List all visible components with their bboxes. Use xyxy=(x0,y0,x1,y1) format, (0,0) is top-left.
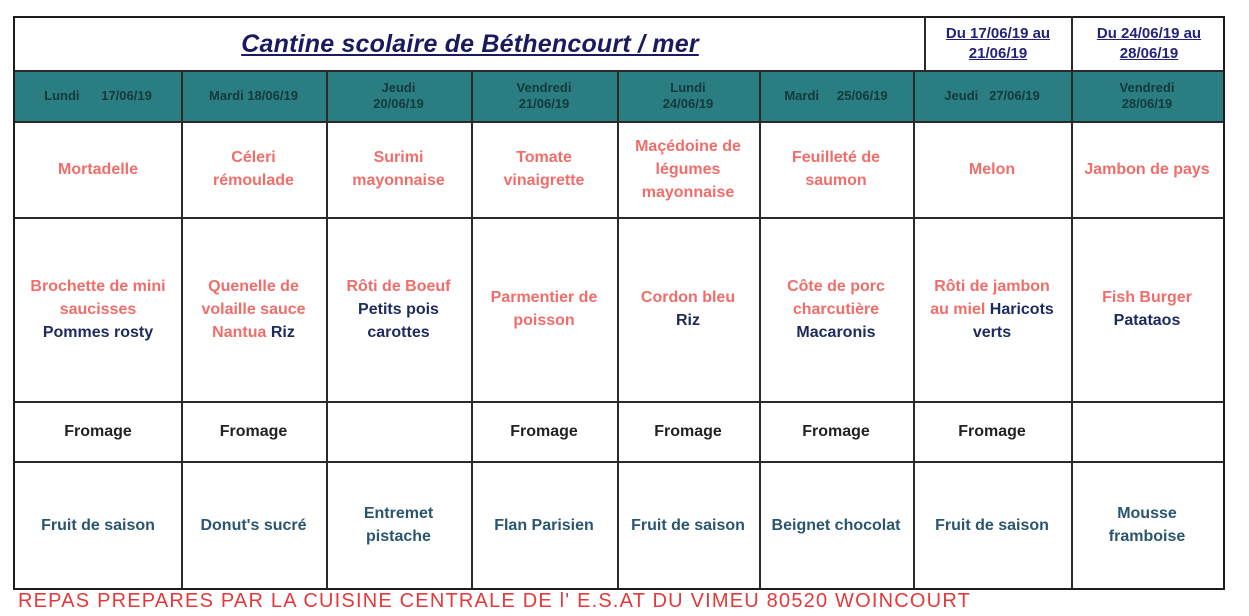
period-week-2 xyxy=(1073,20,1225,68)
dessert-text: Beignet chocolat xyxy=(771,516,901,534)
starter-cell-8 xyxy=(1073,121,1221,217)
cheese-text: Fromage xyxy=(802,422,870,440)
day-header-label: Vendredi xyxy=(516,80,572,95)
day-header-4 xyxy=(471,71,617,121)
starter-text: Surimi xyxy=(373,149,424,166)
starter-text: Tomate xyxy=(516,149,572,166)
cheese-text: Fromage xyxy=(510,422,578,440)
main-cell-4 xyxy=(473,217,615,401)
starter-text: Feuilleté de xyxy=(791,149,881,166)
day-header-label: Lundi 17/06/19 xyxy=(44,88,152,103)
starter-text: saumon xyxy=(805,172,867,189)
dessert-text: Fruit de saison xyxy=(935,516,1049,534)
main-line xyxy=(930,298,1054,321)
day-header-1 xyxy=(15,71,181,121)
footer-note: REPAS PREPARES PAR LA CUISINE CENTRALE DE l' E.S.AT DU VIMEU 80520 WOINCOURT xyxy=(18,590,972,612)
dessert-cell-7 xyxy=(915,461,1069,589)
starter-text: Maçédoine de xyxy=(635,137,741,155)
starter-text: Mortadelle xyxy=(57,160,138,178)
starter-cell-5 xyxy=(619,121,757,217)
dessert-text: Fruit de saison xyxy=(631,516,745,534)
main-cell-1 xyxy=(17,217,179,401)
main-cell-2 xyxy=(183,217,324,401)
main-side-text: Haricots xyxy=(989,300,1054,318)
grid-line-vertical xyxy=(759,71,761,589)
cheese-cell-6 xyxy=(761,401,911,461)
grid-line-vertical xyxy=(326,71,328,589)
main-side-text: Riz xyxy=(270,323,295,341)
starter-text: Jambon de pays xyxy=(1084,160,1210,178)
main-side-text: carottes xyxy=(367,323,430,341)
grid-line-vertical xyxy=(617,71,619,589)
starter-text: Melon xyxy=(968,160,1016,178)
grid-line-horizontal xyxy=(15,217,1223,219)
cheese-text: Fromage xyxy=(219,422,288,440)
grid-line-horizontal xyxy=(15,70,1223,72)
main-cell-8 xyxy=(1073,217,1221,401)
title-text: Cantine scolaire de Béthencourt / mer xyxy=(241,29,699,58)
starter-text: légumes xyxy=(655,160,721,178)
day-header-2 xyxy=(181,71,326,121)
day-header-8 xyxy=(1071,71,1223,121)
starter-cell-7 xyxy=(915,121,1069,217)
main-dish-text: Quenelle de xyxy=(208,277,299,295)
page-title xyxy=(15,18,925,70)
dessert-cell-5 xyxy=(619,461,757,589)
main-side-text: Petits pois xyxy=(358,300,439,318)
starter-cell-1 xyxy=(17,121,179,217)
main-dish-text: Côte de porc xyxy=(787,277,885,295)
main-cell-5 xyxy=(619,217,757,401)
starter-cell-3 xyxy=(328,121,469,217)
cheese-text: Fromage xyxy=(958,422,1026,440)
dessert-text: pistache xyxy=(366,528,431,545)
grid-line-vertical xyxy=(181,71,183,589)
main-side-text: verts xyxy=(972,323,1012,341)
grid-line-vertical xyxy=(1071,16,1073,70)
dessert-text: Entremet xyxy=(363,505,434,522)
day-header-label: Mardi 25/06/19 xyxy=(784,88,888,103)
main-dish-text: poisson xyxy=(513,312,575,329)
grid-line-horizontal xyxy=(15,121,1223,123)
dessert-text: Donut's sucré xyxy=(200,516,307,534)
cheese-text: Fromage xyxy=(654,422,722,440)
main-dish-text: au miel xyxy=(930,300,990,318)
starter-text: mayonnaise xyxy=(641,183,735,201)
main-dish-text: Cordon bleu xyxy=(640,289,736,306)
main-side-text: Pommes rosty xyxy=(42,323,154,341)
cheese-cell-8 xyxy=(1073,401,1221,461)
main-side-text: Macaronis xyxy=(796,323,876,341)
cheese-cell-5 xyxy=(619,401,757,461)
main-dish-text: Parmentier de xyxy=(490,289,598,306)
day-header-label: Vendredi xyxy=(1119,80,1175,95)
main-dish-text: volaille sauce xyxy=(201,300,306,318)
dessert-cell-3 xyxy=(328,461,469,589)
grid-line-horizontal xyxy=(15,461,1223,463)
starter-text: Céleri xyxy=(231,149,276,166)
dessert-cell-6 xyxy=(761,461,911,589)
main-dish-text: saucisses xyxy=(59,300,137,318)
dessert-text: Fruit de saison xyxy=(41,516,155,534)
cheese-cell-1 xyxy=(17,401,179,461)
cheese-cell-7 xyxy=(915,401,1069,461)
main-dish-text: Rôti de jambon xyxy=(934,277,1050,295)
grid-line-horizontal xyxy=(15,401,1223,403)
main-cell-7 xyxy=(915,217,1069,401)
day-header-label: Mardi 18/06/19 xyxy=(209,88,298,103)
period-week-1-line2: 21/06/19 xyxy=(968,45,1028,62)
day-header-date: 21/06/19 xyxy=(518,96,570,111)
main-dish-text: Nantua xyxy=(212,323,271,341)
cheese-cell-2 xyxy=(183,401,324,461)
main-dish-text: Brochette de mini xyxy=(30,277,166,295)
main-dish-text: Fish Burger xyxy=(1102,289,1192,306)
day-header-3 xyxy=(326,71,471,121)
starter-text: rémoulade xyxy=(213,172,294,189)
period-week-2-line2: 28/06/19 xyxy=(1119,45,1179,62)
period-week-1 xyxy=(927,20,1069,68)
starter-cell-2 xyxy=(183,121,324,217)
cheese-text: Fromage xyxy=(64,422,132,440)
starter-cell-4 xyxy=(473,121,615,217)
day-header-label: Jeudi xyxy=(381,80,416,95)
grid-line-vertical xyxy=(913,71,915,589)
main-cell-6 xyxy=(761,217,911,401)
day-header-7 xyxy=(913,71,1071,121)
dessert-cell-4 xyxy=(473,461,615,589)
dessert-cell-2 xyxy=(183,461,324,589)
main-cell-3 xyxy=(328,217,469,401)
main-side-text: Riz xyxy=(676,312,700,329)
day-header-date: 24/06/19 xyxy=(662,96,714,111)
dessert-text: Flan Parisien xyxy=(494,516,594,534)
cheese-cell-4 xyxy=(473,401,615,461)
period-week-1-line1: Du 17/06/19 au xyxy=(945,25,1051,42)
starter-text: mayonnaise xyxy=(352,172,445,189)
starter-cell-6 xyxy=(761,121,911,217)
grid-line-vertical xyxy=(924,16,926,70)
dessert-text: framboise xyxy=(1108,528,1186,545)
period-week-2-line1: Du 24/06/19 au xyxy=(1096,25,1202,42)
grid-line-vertical xyxy=(1071,71,1073,589)
day-header-5 xyxy=(617,71,759,121)
dessert-cell-8 xyxy=(1073,461,1221,589)
day-header-6 xyxy=(759,71,913,121)
main-dish-text: charcutière xyxy=(792,300,880,318)
day-header-date: 28/06/19 xyxy=(1121,96,1173,111)
day-header-label: Jeudi 27/06/19 xyxy=(944,88,1040,103)
dessert-cell-1 xyxy=(17,461,179,589)
main-line xyxy=(212,321,295,344)
starter-text: vinaigrette xyxy=(503,172,585,189)
main-dish-text: Rôti de Boeuf xyxy=(346,277,451,295)
day-header-date: 20/06/19 xyxy=(373,96,424,111)
main-side-text: Patataos xyxy=(1113,312,1181,329)
dessert-text: Mousse xyxy=(1117,505,1177,522)
grid-line-vertical xyxy=(471,71,473,589)
cheese-cell-3 xyxy=(328,401,469,461)
day-header-label: Lundi xyxy=(670,80,706,95)
